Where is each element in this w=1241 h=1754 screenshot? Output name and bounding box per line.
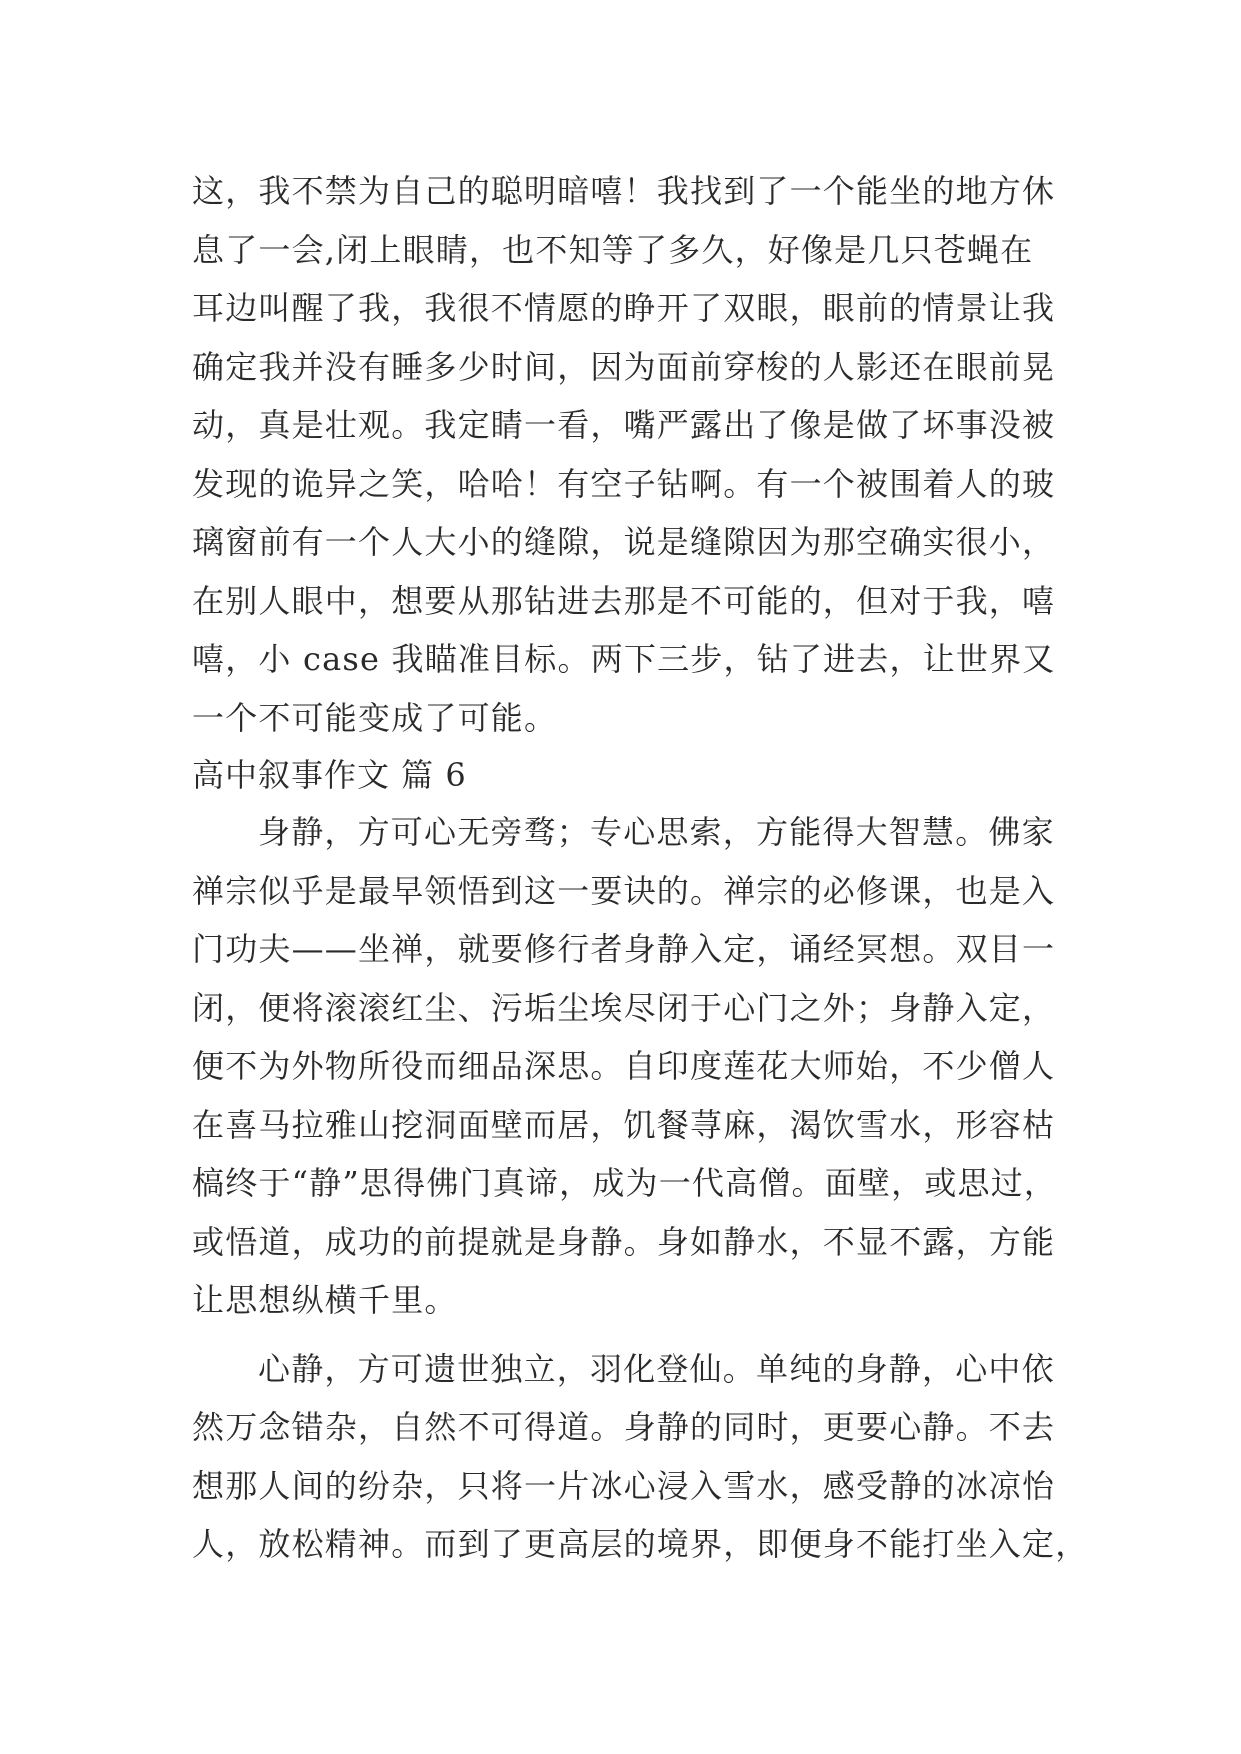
paragraph-1 [192, 803, 1072, 1330]
text-line: 然万念错杂，自然不可得道。身静的同时，更要心静。不去 [192, 1408, 1056, 1446]
text-line: 嘻，小 case 我瞄准目标。两下三步，钻了进去，让世界又 [192, 640, 1056, 678]
text-line: 耳边叫醒了我，我很不情愿的睁开了双眼，眼前的情景让我 [192, 289, 1056, 327]
text-line: 门功夫——坐禅，就要修行者身静入定，诵经冥想。双目一 [192, 930, 1056, 968]
text-line: 确定我并没有睡多少时间，因为面前穿梭的人影还在眼前晃 [192, 347, 1056, 386]
text-line: 闭，便将滚滚红尘、污垢尘埃尽闭于心门之外；身静入定， [192, 988, 1056, 1027]
text-line: 璃窗前有一个人大小的缝隙，说是缝隙因为那空确实很小， [192, 523, 1056, 561]
text-line: 身静，方可心无旁骛；专心思索，方能得大智慧。佛家 [258, 813, 1055, 851]
text-line: 动，真是壮观。我定睛一看，嘴严露出了像是做了坏事没被 [192, 406, 1056, 444]
text-line: 让思想纵横千里。 [192, 1281, 458, 1319]
text-line: 心静，方可遗世独立，羽化登仙。单纯的身静，心中依 [258, 1349, 1055, 1388]
continued-paragraph [192, 162, 1072, 747]
text-line: 便不为外物所役而细品深思。自印度莲花大师始，不少僧人 [192, 1047, 1056, 1085]
text-line: 在喜马拉雅山挖洞面壁而居，饥餐荨麻，渴饮雪水，形容枯 [192, 1105, 1056, 1144]
section-heading: 高中叙事作文 篇 6 [192, 756, 467, 794]
text-line: 在别人眼中，想要从那钻进去那是不可能的，但对于我，嘻 [192, 581, 1056, 620]
text-line: 或悟道，成功的前提就是身静。身如静水，不显不露，方能 [192, 1222, 1056, 1261]
paragraph-spacer [192, 1330, 1072, 1340]
document-body [192, 162, 1089, 1574]
text-line: 息了一会,闭上眼睛，也不知等了多久，好像是几只苍蝇在 [192, 230, 1034, 269]
text-line: 这，我不禁为自己的聪明暗嘻！我找到了一个能坐的地方休 [192, 172, 1056, 210]
text-line: 发现的诡异之笑，哈哈！有空子钻啊。有一个被围着人的玻 [192, 464, 1056, 503]
text-line: 槁终于“静”思得佛门真谛，成为一代高僧。面壁，或思过， [192, 1164, 1058, 1202]
text-line: 想那人间的纷杂，只将一片冰心浸入雪水，感受静的冰凉怡 [192, 1466, 1056, 1505]
text-line: 禅宗似乎是最早领悟到这一要诀的。禅宗的必修课，也是入 [192, 871, 1056, 910]
text-line: 人，放松精神。而到了更高层的境界，即便身不能打坐入定， [192, 1525, 1089, 1563]
text-line: 一个不可能变成了可能。 [192, 698, 558, 737]
paragraph-2 [192, 1340, 1089, 1574]
